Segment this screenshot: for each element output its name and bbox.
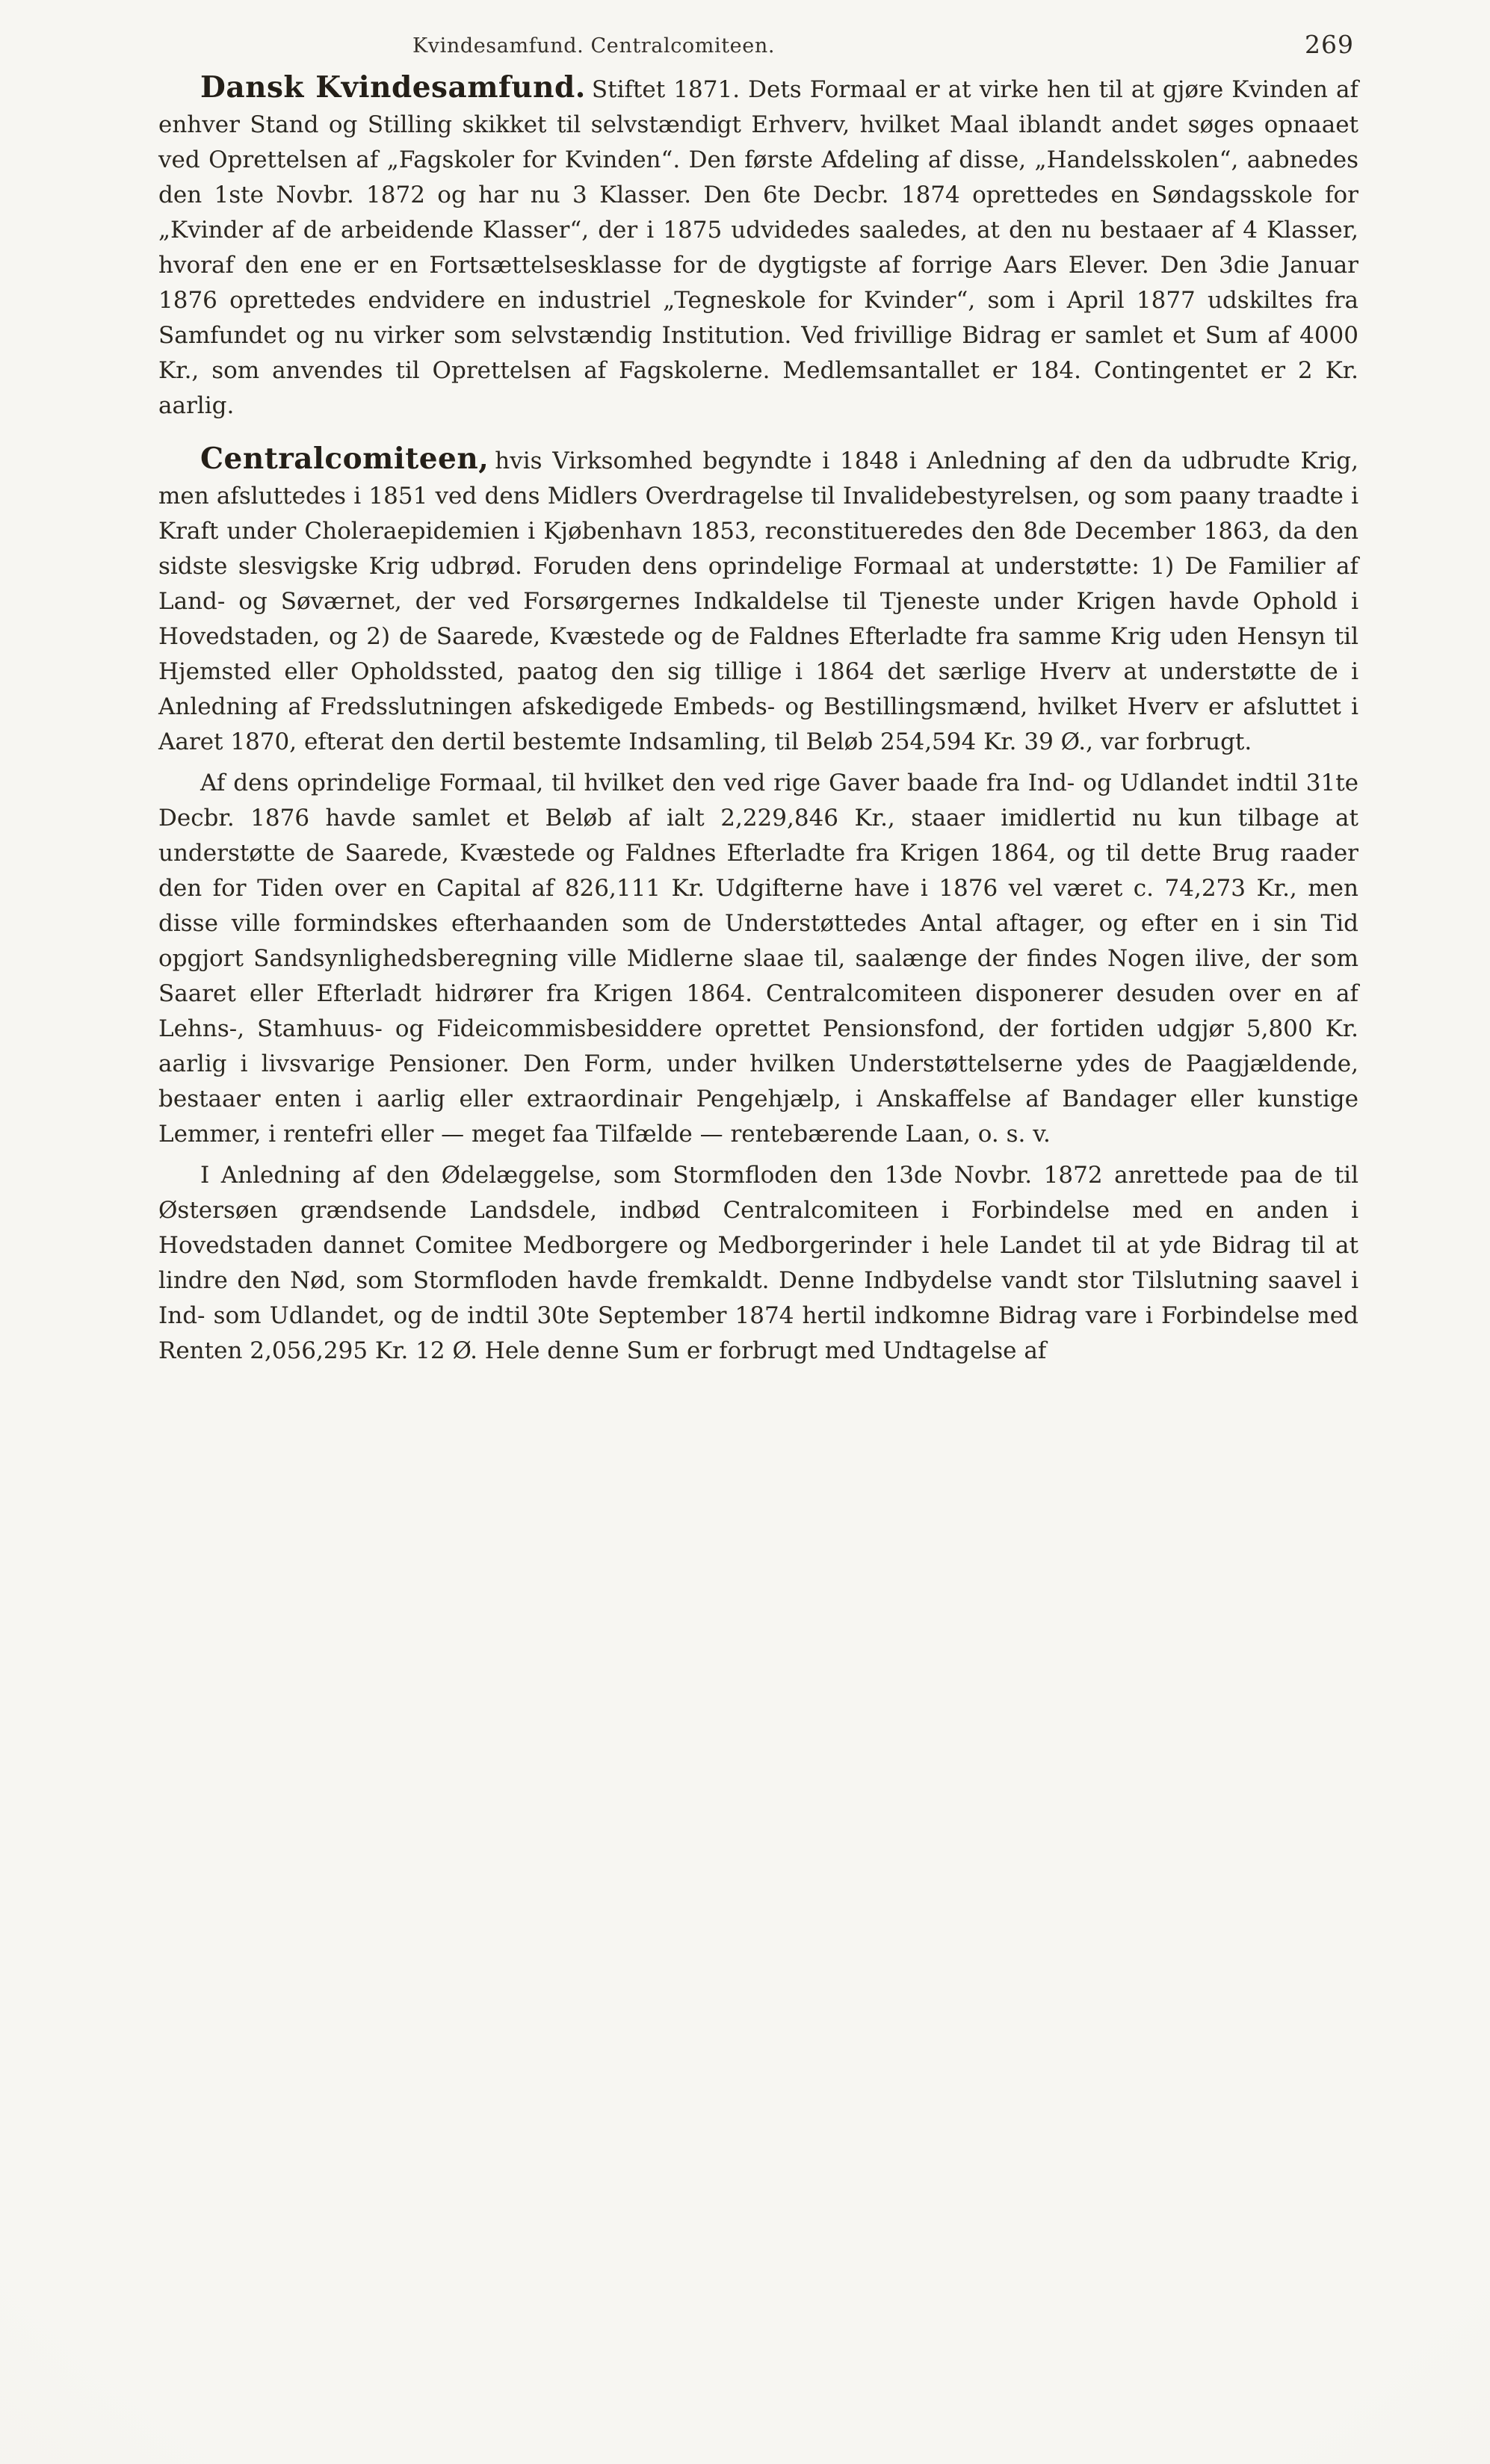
paragraph-stormflod bbox=[158, 1158, 1358, 1369]
paragraph-text: Stiftet 1871. Dets Formaal er at virke hen til at gjøre Kvinden af enhver Stand og Stilling skikket til selvstændigt Erhverv, hvilket Maal iblandt andet søges opnaaet ved Oprettelsen af „Fagskoler for Kvinden“. Den første Afdeling af disse, „Handelsskolen“, aabnedes den 1ste Novbr. 1872 og har nu 3 Klasser. Den 6te Decbr. 1874 oprettedes en Søndagsskole for „Kvinder af de arbeidende Klasser“, der i 1875 udvidedes saaledes, at den nu bestaaer af 4 Klasser, hvoraf den ene er en Fortsættelsesklasse for de dygtigste af forrige Aars Elever. Den 3die Januar 1876 oprettedes endvidere en industriel „Tegneskole for Kvinder“, som i April 1877 udskiltes fra Samfundet og nu virker som selvstændig Institution. Ved frivillige Bidrag er samlet et Sum af 4000 Kr., som anvendes til Oprettelsen af Fagskolerne. Medlemsantallet er 184. Contingentet er 2 Kr. aarlig. bbox=[158, 76, 1359, 419]
text-block bbox=[158, 70, 1358, 1369]
paragraph-text: Af dens oprindelige Formaal, til hvilket den ved rige Gaver baade fra Ind- og Udlandet indtil 31te Decbr. 1876 havde samlet et Beløb af ialt 2,229,846 Kr., staaer imidlertid nu kun tilbage at understøtte de Saarede, Kvæstede og Faldnes Efterladte fra Krigen 1864, og til dette Brug raader den for Tiden over en Capital af 826,111 Kr. Udgifterne have i 1876 vel været c. 74,273 Kr., men disse ville formindskes efterhaanden som de Understøttedes Antal aftager, og efter en i sin Tid opgjort Sandsynlighedsberegning ville Midlerne slaae til, saalænge der findes Nogen ilive, der som Saaret eller Efterladt hidrører fra Krigen 1864. Centralcomiteen disponerer desuden over en af Lehns-, Stamhuus- og Fideicommisbesiddere oprettet Pensionsfond, der fortiden udgjør 5,800 Kr. aarlig i livsvarige Pensioner. Den Form, under hvilken Understøttelserne ydes de Paagjældende, bestaaer enten i aarlig eller extraordinair Pengehjælp, i Anskaffelse af Bandager eller kunstige Lemmer, i rentefri eller — meget faa Tilfælde — rentebærende Laan, o. s. v. bbox=[158, 770, 1358, 1148]
page-header bbox=[0, 28, 1490, 66]
page-number: 269 bbox=[1305, 30, 1354, 59]
paragraph-formaal bbox=[158, 766, 1358, 1152]
section-headword: Dansk Kvindesamfund. bbox=[200, 70, 586, 105]
section-headword: Centralcomiteen, bbox=[200, 442, 489, 476]
running-title: Kvindesamfund. Centralcomiteen. bbox=[412, 34, 775, 58]
paragraph-text: I Anledning af den Ødelæggelse, som Stormfloden den 13de Novbr. 1872 anrettede paa de til Østersøen grændsende Landsdele, indbød Centralcomiteen i Forbindelse med en anden i Hovedstaden dannet Comitee Medborgere og Medborgerinder i hele Landet til at yde Bidrag til at lindre den Nød, som Stormfloden havde fremkaldt. Denne Indbydelse vandt stor Tilslutning saavel i Ind- som Udlandet, og de indtil 30te September 1874 hertil indkomne Bidrag vare i Forbindelse med Renten 2,056,295 Kr. 12 Ø. Hele denne Sum er forbrugt med Undtagelse af bbox=[158, 1162, 1358, 1364]
paragraph-text: hvis Virksomhed begyndte i 1848 i Anledning af den da udbrudte Krig, men afsluttedes i 1851 ved dens Midlers Overdragelse til Invalidebestyrelsen, og som paany traadte i Kraft under Choleraepidemien i Kjøbenhavn 1853, reconstitueredes den 8de December 1863, da den sidste slesvigske Krig udbrød. Foruden dens oprindelige Formaal at understøtte: 1) De Familier af Land- og Søværnet, der ved Forsørgernes Indkaldelse til Tjeneste under Krigen havde Ophold i Hovedstaden, og 2) de Saarede, Kvæstede og de Faldnes Efterladte fra samme Krig uden Hensyn til Hjemsted eller Opholdssted, paatog den sig tillige i 1864 det særlige Hverv at understøtte de i Anledning af Fredsslutningen afskedigede Embeds- og Bestillingsmænd, hvilket Hverv er afsluttet i Aaret 1870, efterat den dertil bestemte Indsamling, til Beløb 254,594 Kr. 39 Ø., var forbrugt. bbox=[158, 448, 1358, 755]
paragraph-centralcomiteen bbox=[158, 442, 1358, 760]
paragraph-kvindesamfund bbox=[158, 70, 1358, 424]
